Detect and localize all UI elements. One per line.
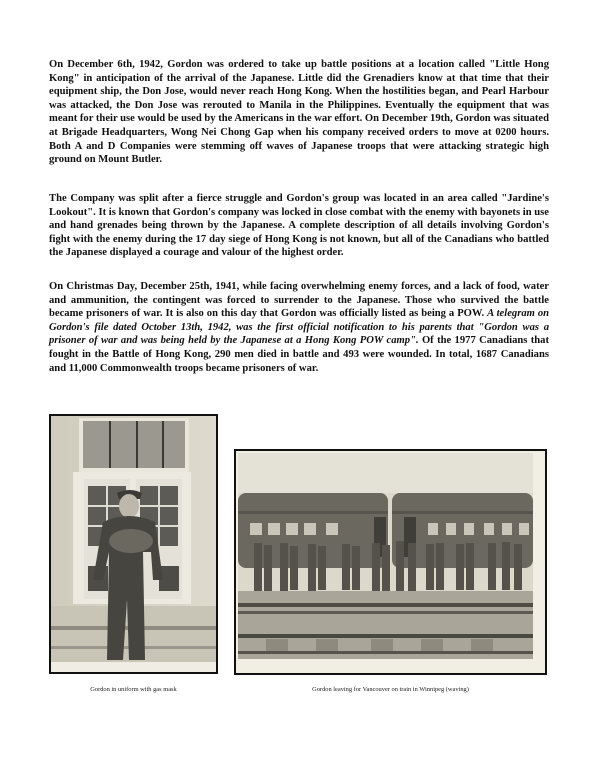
train-photo-image — [236, 451, 545, 673]
paragraph-christmas-surrender — [49, 280, 549, 375]
paragraph-little-hong-kong: On December 6th, 1942, Gordon was ordered to take up battle positions at a location called "Little Hong Kong" in anticipation of the arrival of the Japanese. Little did the Grenadiers know at that time that their equipment ship, the Don Jose, would never reach Hong Kong. When the hostilities began, and Pearl Harbour was attacked, the Don Jose was rerouted to Manila in the Philippines. Eventually the equipment that was meant for their use would be used by the Americans in the war effort. On December 19th, Gordon was situated at Brigade Headquarters, Wong Nei Chong Gap when his company received orders to move at 0200 hours. Both A and D Companies were stemming off waves of Japanese troops that were attacking strategic high ground on Mount Butler. — [49, 59, 549, 166]
paragraph-jardines-lookout: The Company was split after a fierce struggle and Gordon's group was located in an area called "Jardine's Lookout". It is known that Gordon's company was locked in close combat with the enemy with bayonets in use and hand grenades being thrown by the Japanese. A complete description of all details involving Gordon's fight with the enemy during the 17 day siege of Hong Kong is not known, but all of the Canadians who battled the Japanese displayed a courage and valour of the highest order. — [49, 193, 549, 259]
photo-caption-right: Gordon leaving for Vancouver on train in Winnipeg (waving) — [312, 686, 469, 693]
photo-caption-left: Gordon in uniform with gas mask — [90, 686, 177, 693]
soldier-photo-image — [51, 416, 216, 672]
paragraph-text-start: On Christmas Day, December 25th, 1941, while facing overwhelming enemy forces, and a lack of food, water and ammunition, the contingent was forced to surrender to the Japanese. Those who survived the battle became prisoners of war. It is also on this day that Gordon was officially listed as being a POW. — [49, 281, 549, 320]
telegram-quote: A telegram on Gordon's file dated October 13th, 1942, was the first official notification to his parents that "Gordon was a prisoner of war and was being held by the Japanese at a Hong Kong POW camp". — [49, 308, 550, 347]
paragraph-text-end: Of the 1977 Canadians that fought in the Battle of Hong Kong, 290 men died in battle and 493 were wounded. In total, 1687 Canadians and 11,000 Commonwealth troops became prisoners of war. — [49, 335, 549, 374]
photo-gordon-in-uniform — [49, 414, 218, 674]
photo-leaving-on-train — [234, 449, 547, 675]
